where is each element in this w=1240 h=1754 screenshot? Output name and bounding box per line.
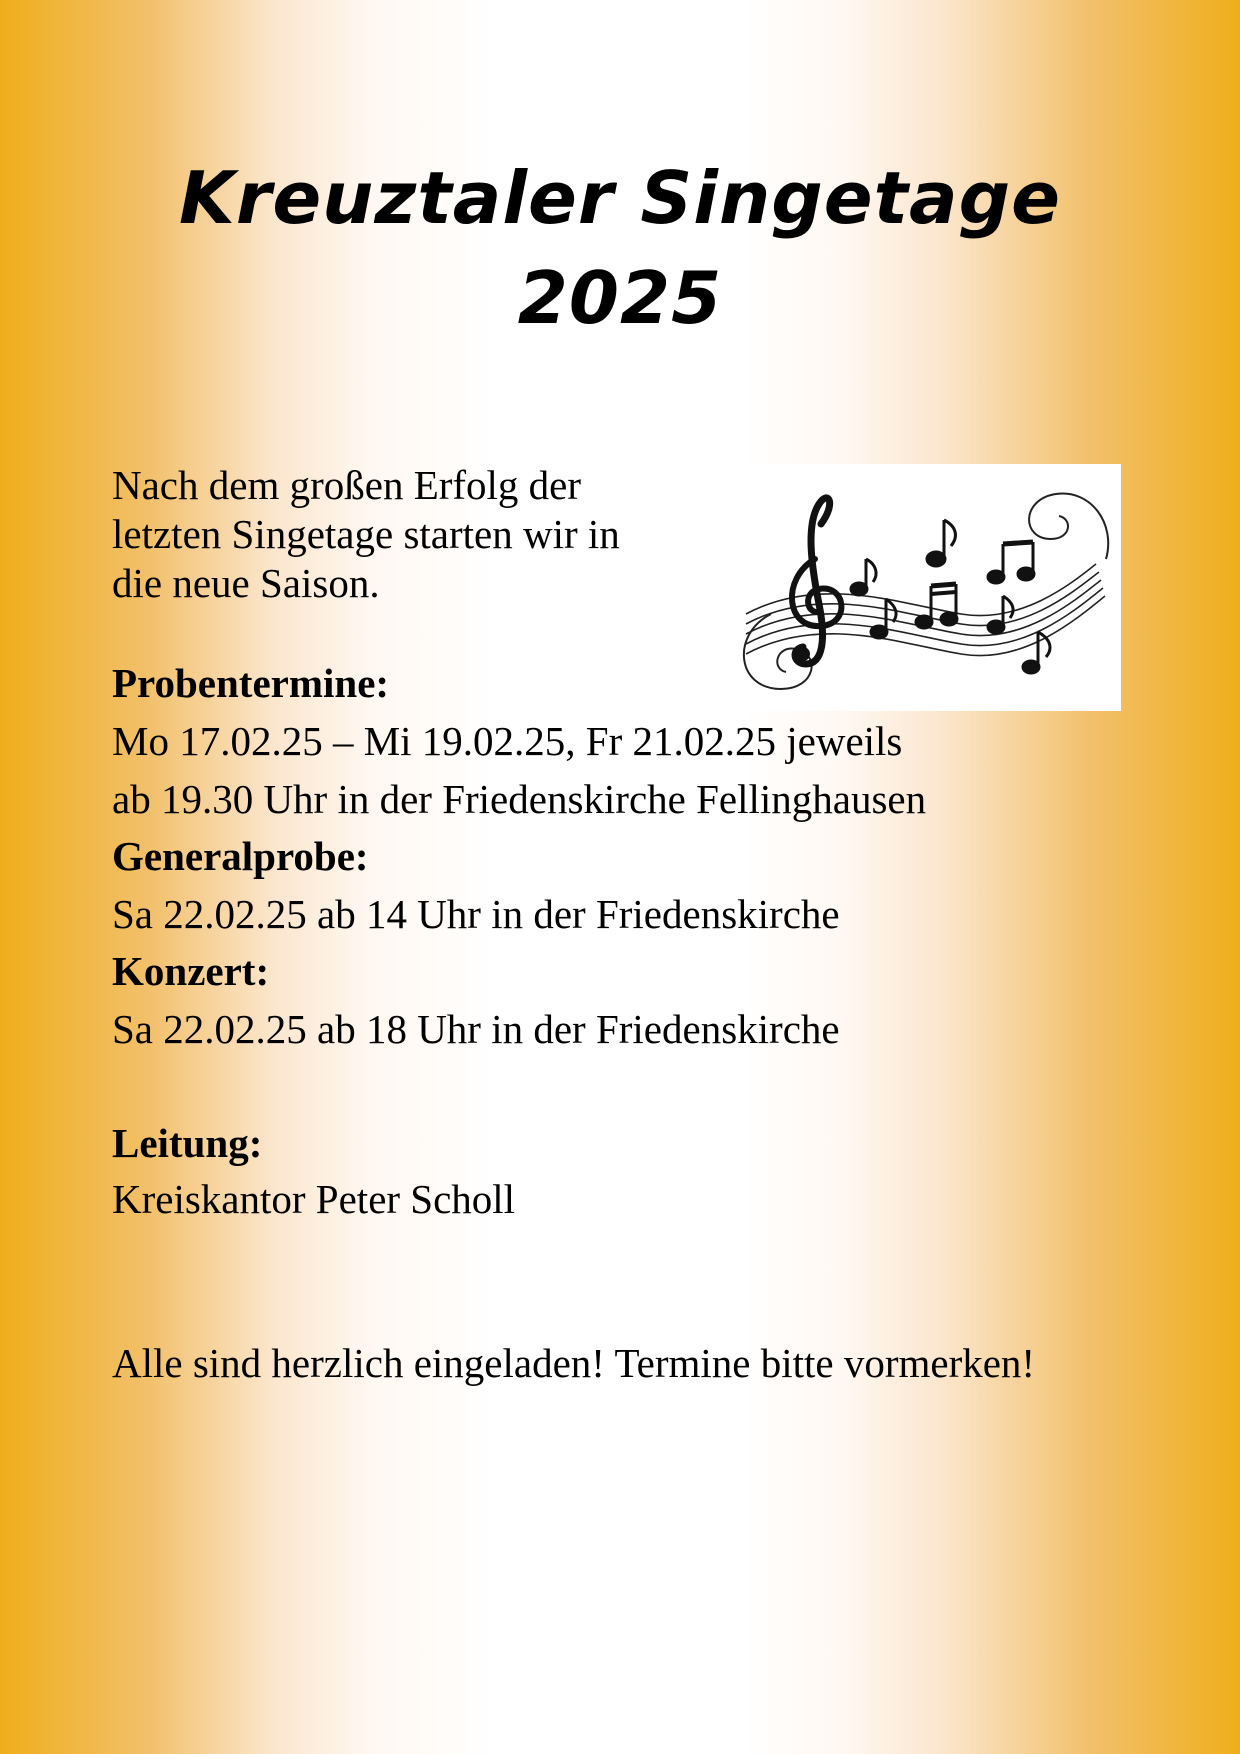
intro-line-2: letzten Singetage starten wir in: [112, 511, 620, 557]
direction-heading: Leitung:: [112, 1120, 263, 1166]
concert-text: Sa 22.02.25 ab 18 Uhr in der Friedenskirche: [112, 1006, 840, 1052]
title-line-1: Kreuztaler Singetage: [179, 156, 1061, 240]
music-notes-icon: [711, 464, 1121, 711]
dress-rehearsal-heading: Generalprobe:: [112, 833, 369, 879]
intro-paragraph: [112, 461, 620, 608]
intro-line-3: die neue Saison.: [112, 560, 380, 606]
concert-heading: Konzert:: [112, 948, 270, 994]
dress-rehearsal-text: Sa 22.02.25 ab 14 Uhr in der Friedenskirche: [112, 891, 840, 937]
closing-text: Alle sind herzlich eingeladen! Termine bitte vormerken!: [112, 1340, 1036, 1386]
direction-text: Kreiskantor Peter Scholl: [112, 1176, 516, 1222]
page-title: [0, 148, 1240, 348]
title-line-2: 2025: [517, 256, 723, 340]
intro-line-1: Nach dem großen Erfolg der: [112, 462, 582, 508]
rehearsals-line-1: Mo 17.02.25 – Mi 19.02.25, Fr 21.02.25 jeweils: [112, 718, 903, 764]
rehearsals-line-2: ab 19.30 Uhr in der Friedenskirche Fellinghausen: [112, 776, 927, 822]
rehearsals-heading: Probentermine:: [112, 660, 390, 706]
